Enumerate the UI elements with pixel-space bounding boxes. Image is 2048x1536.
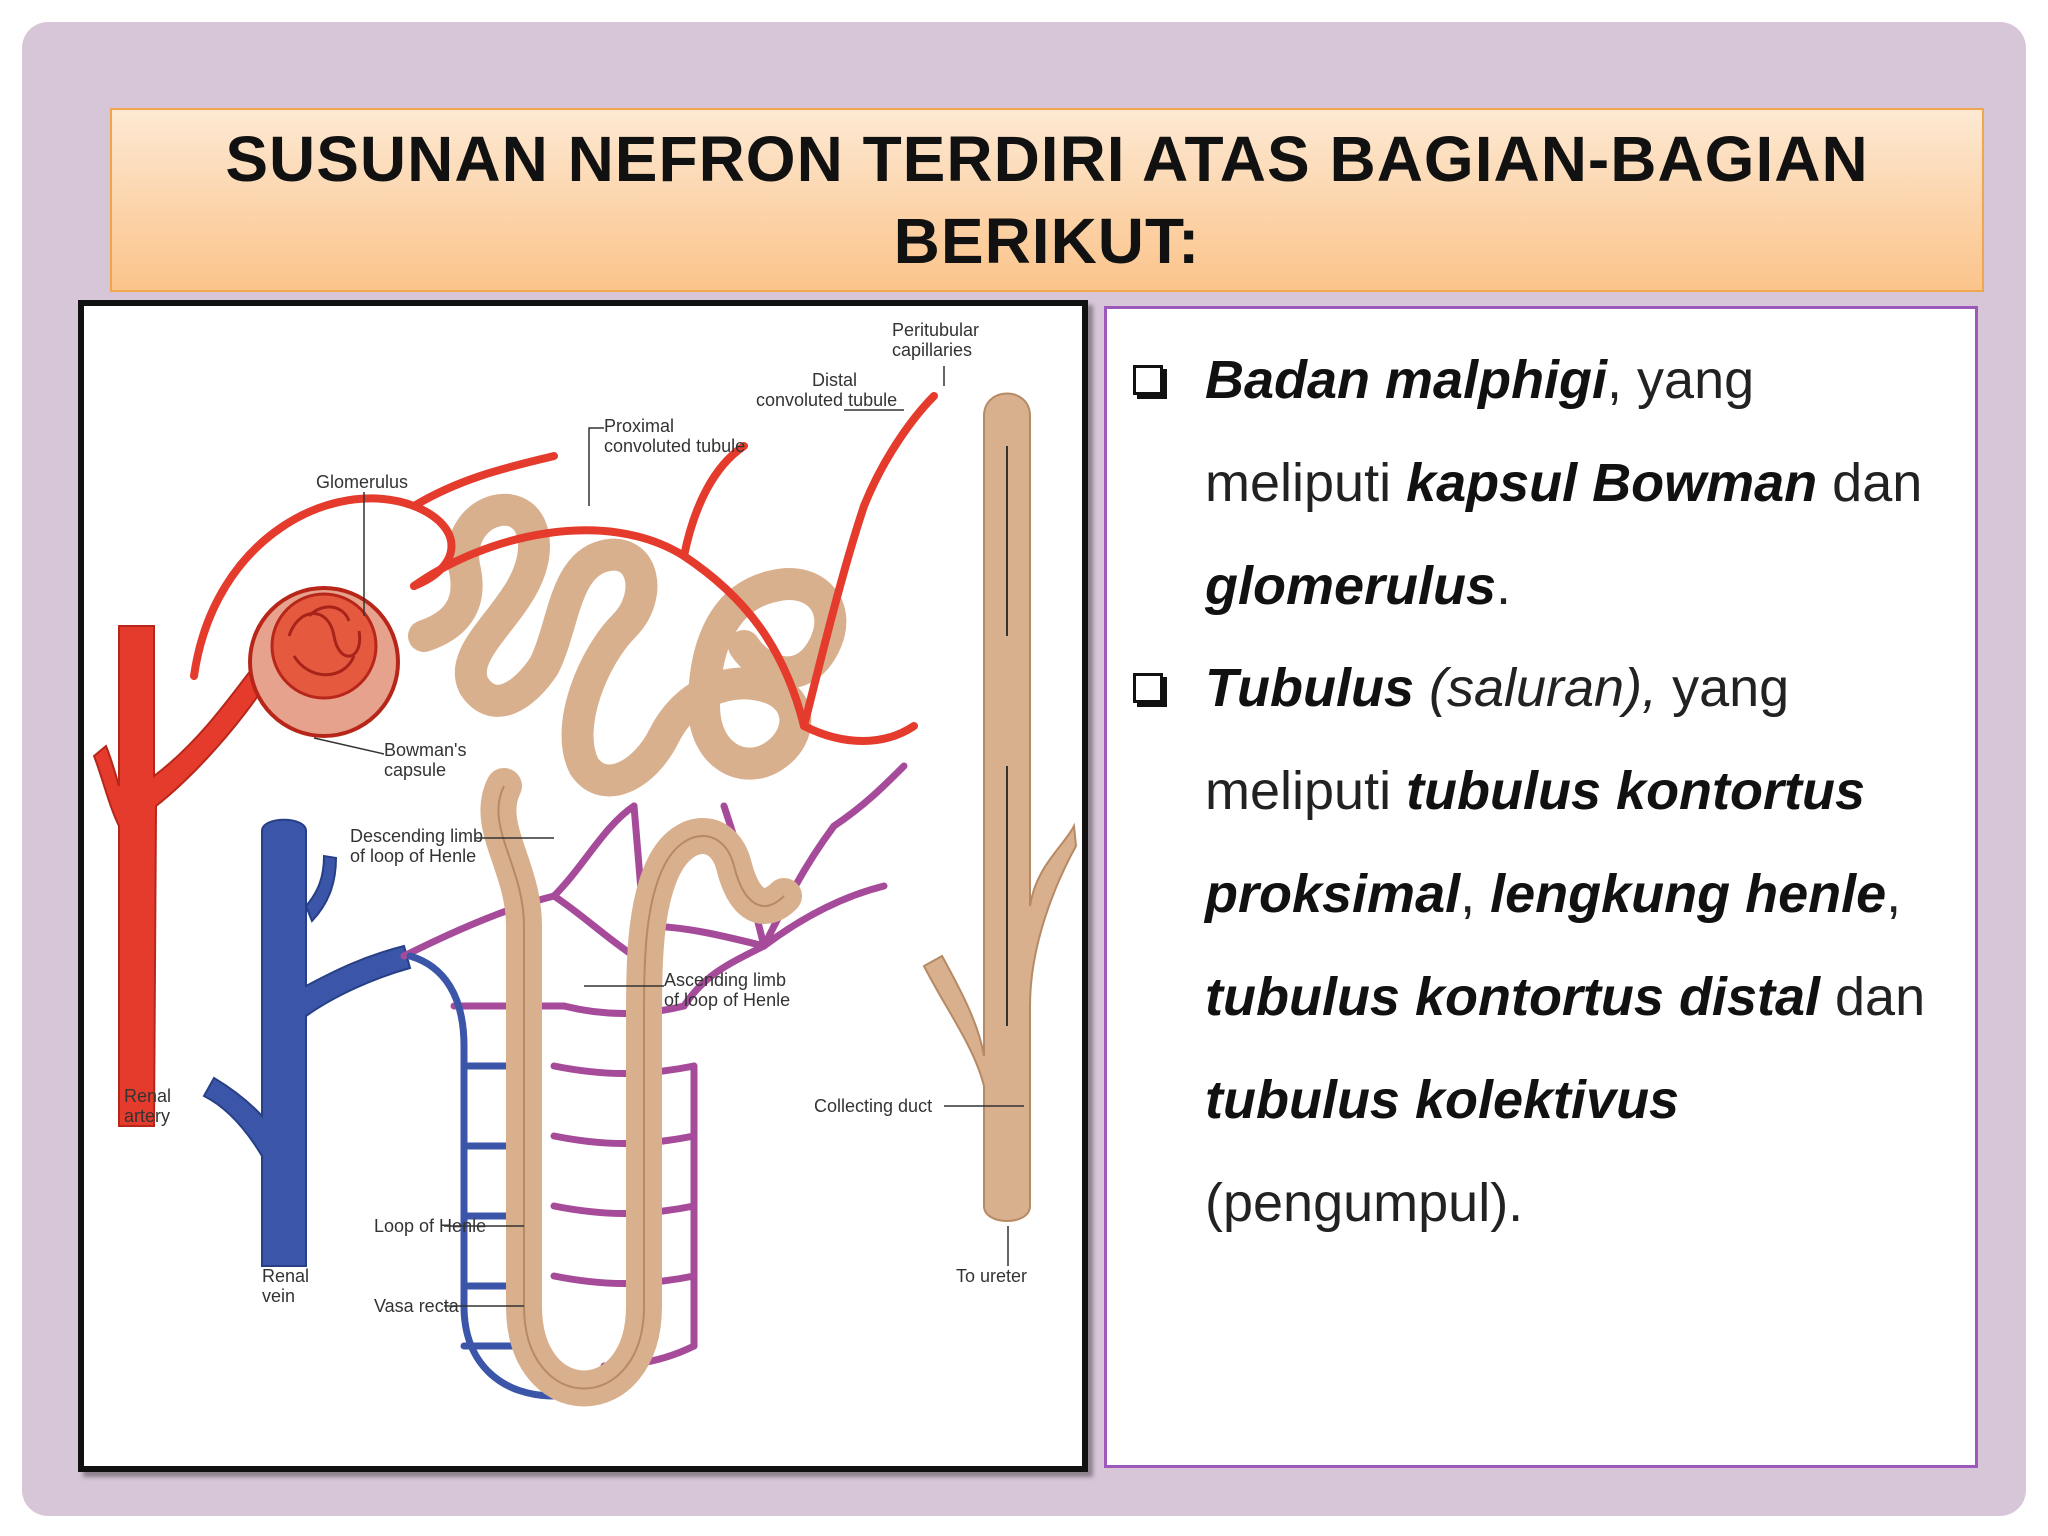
content-panel (1104, 306, 1978, 1468)
bullet-tubulus (1133, 637, 1953, 1255)
renal-vein (204, 820, 410, 1266)
label-proximal: Proximal convoluted tubule (604, 416, 746, 456)
nephron-diagram-frame (78, 300, 1088, 1472)
label-distal: Distal convoluted tubule (756, 370, 898, 410)
label-renal-vein: Renal vein (262, 1266, 310, 1306)
label-loop-of-henle: Loop of Henle (374, 1216, 487, 1236)
bullet-malphigi (1133, 329, 1953, 638)
renal-artery (94, 626, 270, 1126)
label-renal-artery: Renal artery (124, 1086, 172, 1126)
label-to-ureter: To ureter (956, 1266, 1028, 1286)
checkbox-bullet-icon (1133, 365, 1163, 395)
slide-title: SUSUNAN NEFRON TERDIRI ATAS BAGIAN-BAGIAN BERIKUT: (225, 123, 1869, 277)
label-glomerulus: Glomerulus (316, 472, 409, 492)
glomerulus (272, 594, 376, 698)
label-vasa-recta: Vasa recta (374, 1296, 459, 1316)
bullet-text: Badan malphigi, yang meliputi kapsul Bowman dan glomerulus. (1205, 350, 1923, 616)
label-collecting-duct: Collecting duct (814, 1096, 933, 1116)
loop-of-henle (498, 786, 784, 1389)
label-bowman: Bowman's capsule (384, 740, 467, 780)
collecting-duct (924, 394, 1076, 1222)
checkbox-bullet-icon (1133, 673, 1163, 703)
label-peritubular: Peritubular capillaries (892, 320, 980, 360)
label-descending: Descending limb of loop of Henle (350, 826, 484, 866)
label-ascending: Ascending limb of loop of Henle (664, 970, 791, 1010)
bullet-text: Tubulus (saluran), yang meliputi tubulus kontortus proksimal, lengkung henle, tubulus kontortus distal dan tubulus kolektivus (pengumpul). (1205, 658, 1926, 1233)
title-banner (110, 108, 1984, 292)
nephron-diagram (84, 306, 1082, 1466)
